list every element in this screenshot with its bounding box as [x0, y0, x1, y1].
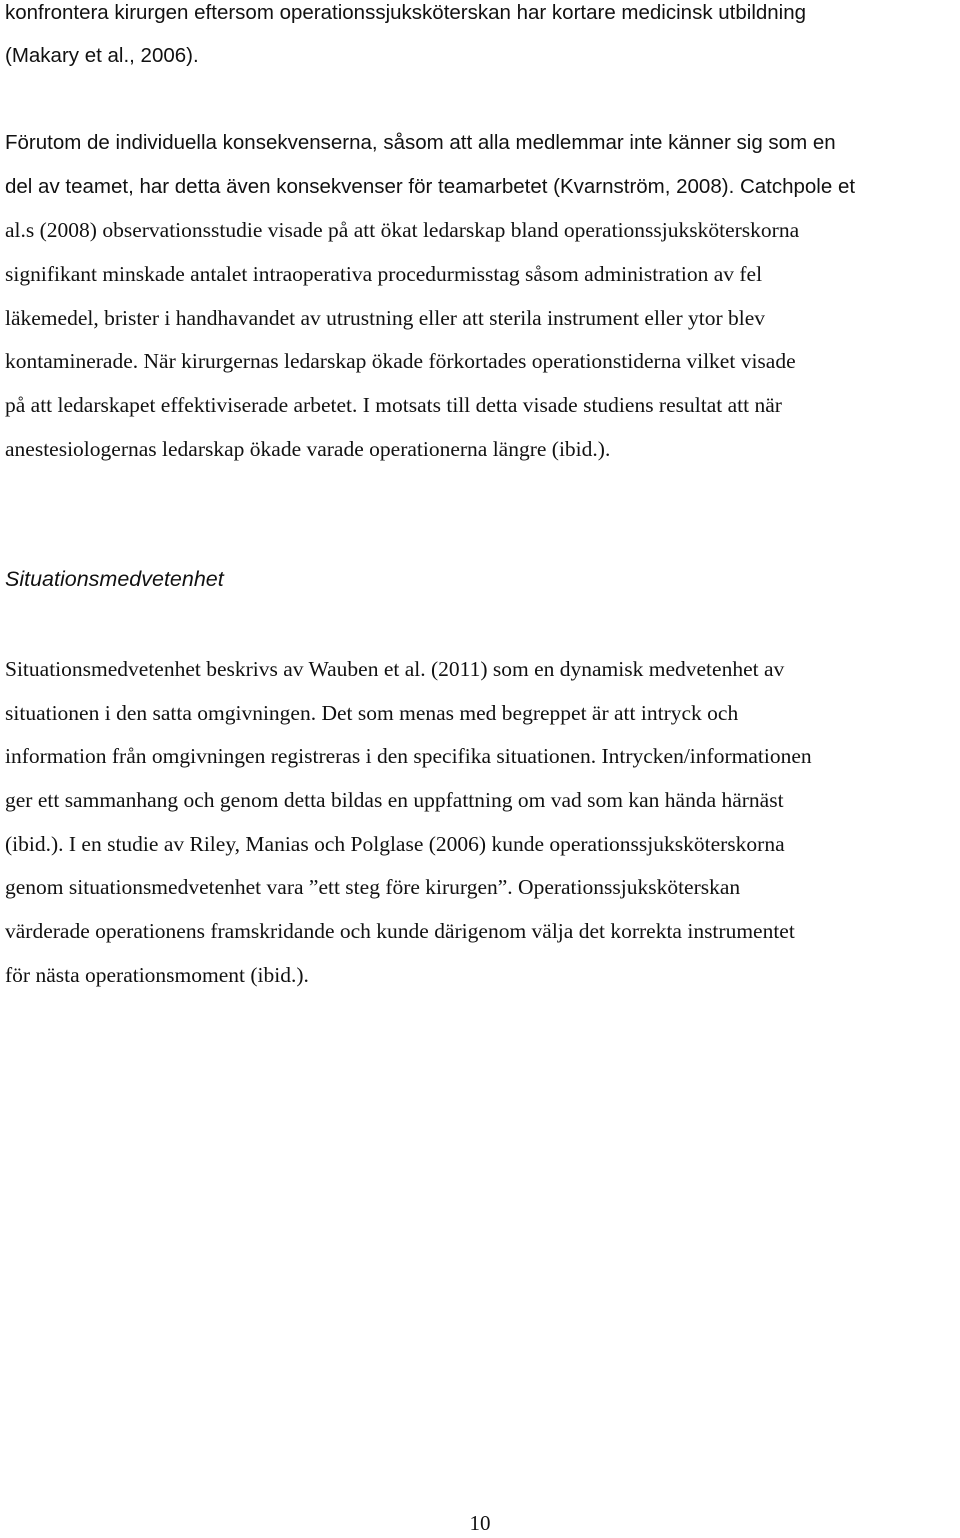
- paragraph3-line: (ibid.). I en studie av Riley, Manias och Polglase (2006) kunde operationssjuksköterskorna: [5, 832, 785, 856]
- paragraph2-line: anestesiologernas ledarskap ökade varade operationerna längre (ibid.).: [5, 437, 611, 461]
- paragraph2-line: del av teamet, har detta även konsekvenser för teamarbetet (Kvarnström, 2008). Catchpole et: [5, 175, 856, 198]
- paragraph3-line: värderade operationens framskridande och kunde därigenom välja det korrekta instrumentet: [5, 919, 795, 943]
- paragraph2-line: signifikant minskade antalet intraoperativa procedurmisstag såsom administration av fel: [5, 262, 763, 286]
- paragraph3-line: ger ett sammanhang och genom detta bildas en uppfattning om vad som kan hända härnäst: [5, 788, 784, 812]
- paragraph2-line: kontaminerade. När kirurgernas ledarskap ökade förkortades operationstiderna vilket visade: [5, 349, 796, 373]
- paragraph2-line: Förutom de individuella konsekvenserna, såsom att alla medlemmar inte känner sig som en: [5, 131, 836, 154]
- paragraph1-line: konfrontera kirurgen eftersom operationssjuksköterskan har kortare medicinsk utbildning: [5, 1, 807, 24]
- paragraph3-line: genom situationsmedvetenhet vara ”ett steg före kirurgen”. Operationssjuksköterskan: [5, 875, 741, 899]
- paragraph3-line: för nästa operationsmoment (ibid.).: [5, 963, 309, 987]
- paragraph2-line: på att ledarskapet effektiviserade arbetet. I motsats till detta visade studiens resultat att när: [5, 393, 782, 417]
- paragraph2-line: läkemedel, brister i handhavandet av utrustning eller att sterila instrument eller ytor blev: [5, 306, 766, 330]
- paragraph3-line: information från omgivningen registreras i den specifika situationen. Intrycken/informationen: [5, 744, 812, 768]
- paragraph1-line: (Makary et al., 2006).: [5, 44, 199, 67]
- paragraph3-line: Situationsmedvetenhet beskrivs av Wauben et al. (2011) som en dynamisk medvetenhet av: [5, 657, 785, 681]
- paragraph2-line: al.s (2008) observationsstudie visade på att ökat ledarskap bland operationssjuksköterskorna: [5, 218, 800, 242]
- page-number: 10: [469, 1511, 491, 1535]
- section-heading: Situationsmedvetenhet: [5, 567, 224, 591]
- paragraph3-line: situationen i den satta omgivningen. Det som menas med begreppet är att intryck och: [5, 701, 739, 725]
